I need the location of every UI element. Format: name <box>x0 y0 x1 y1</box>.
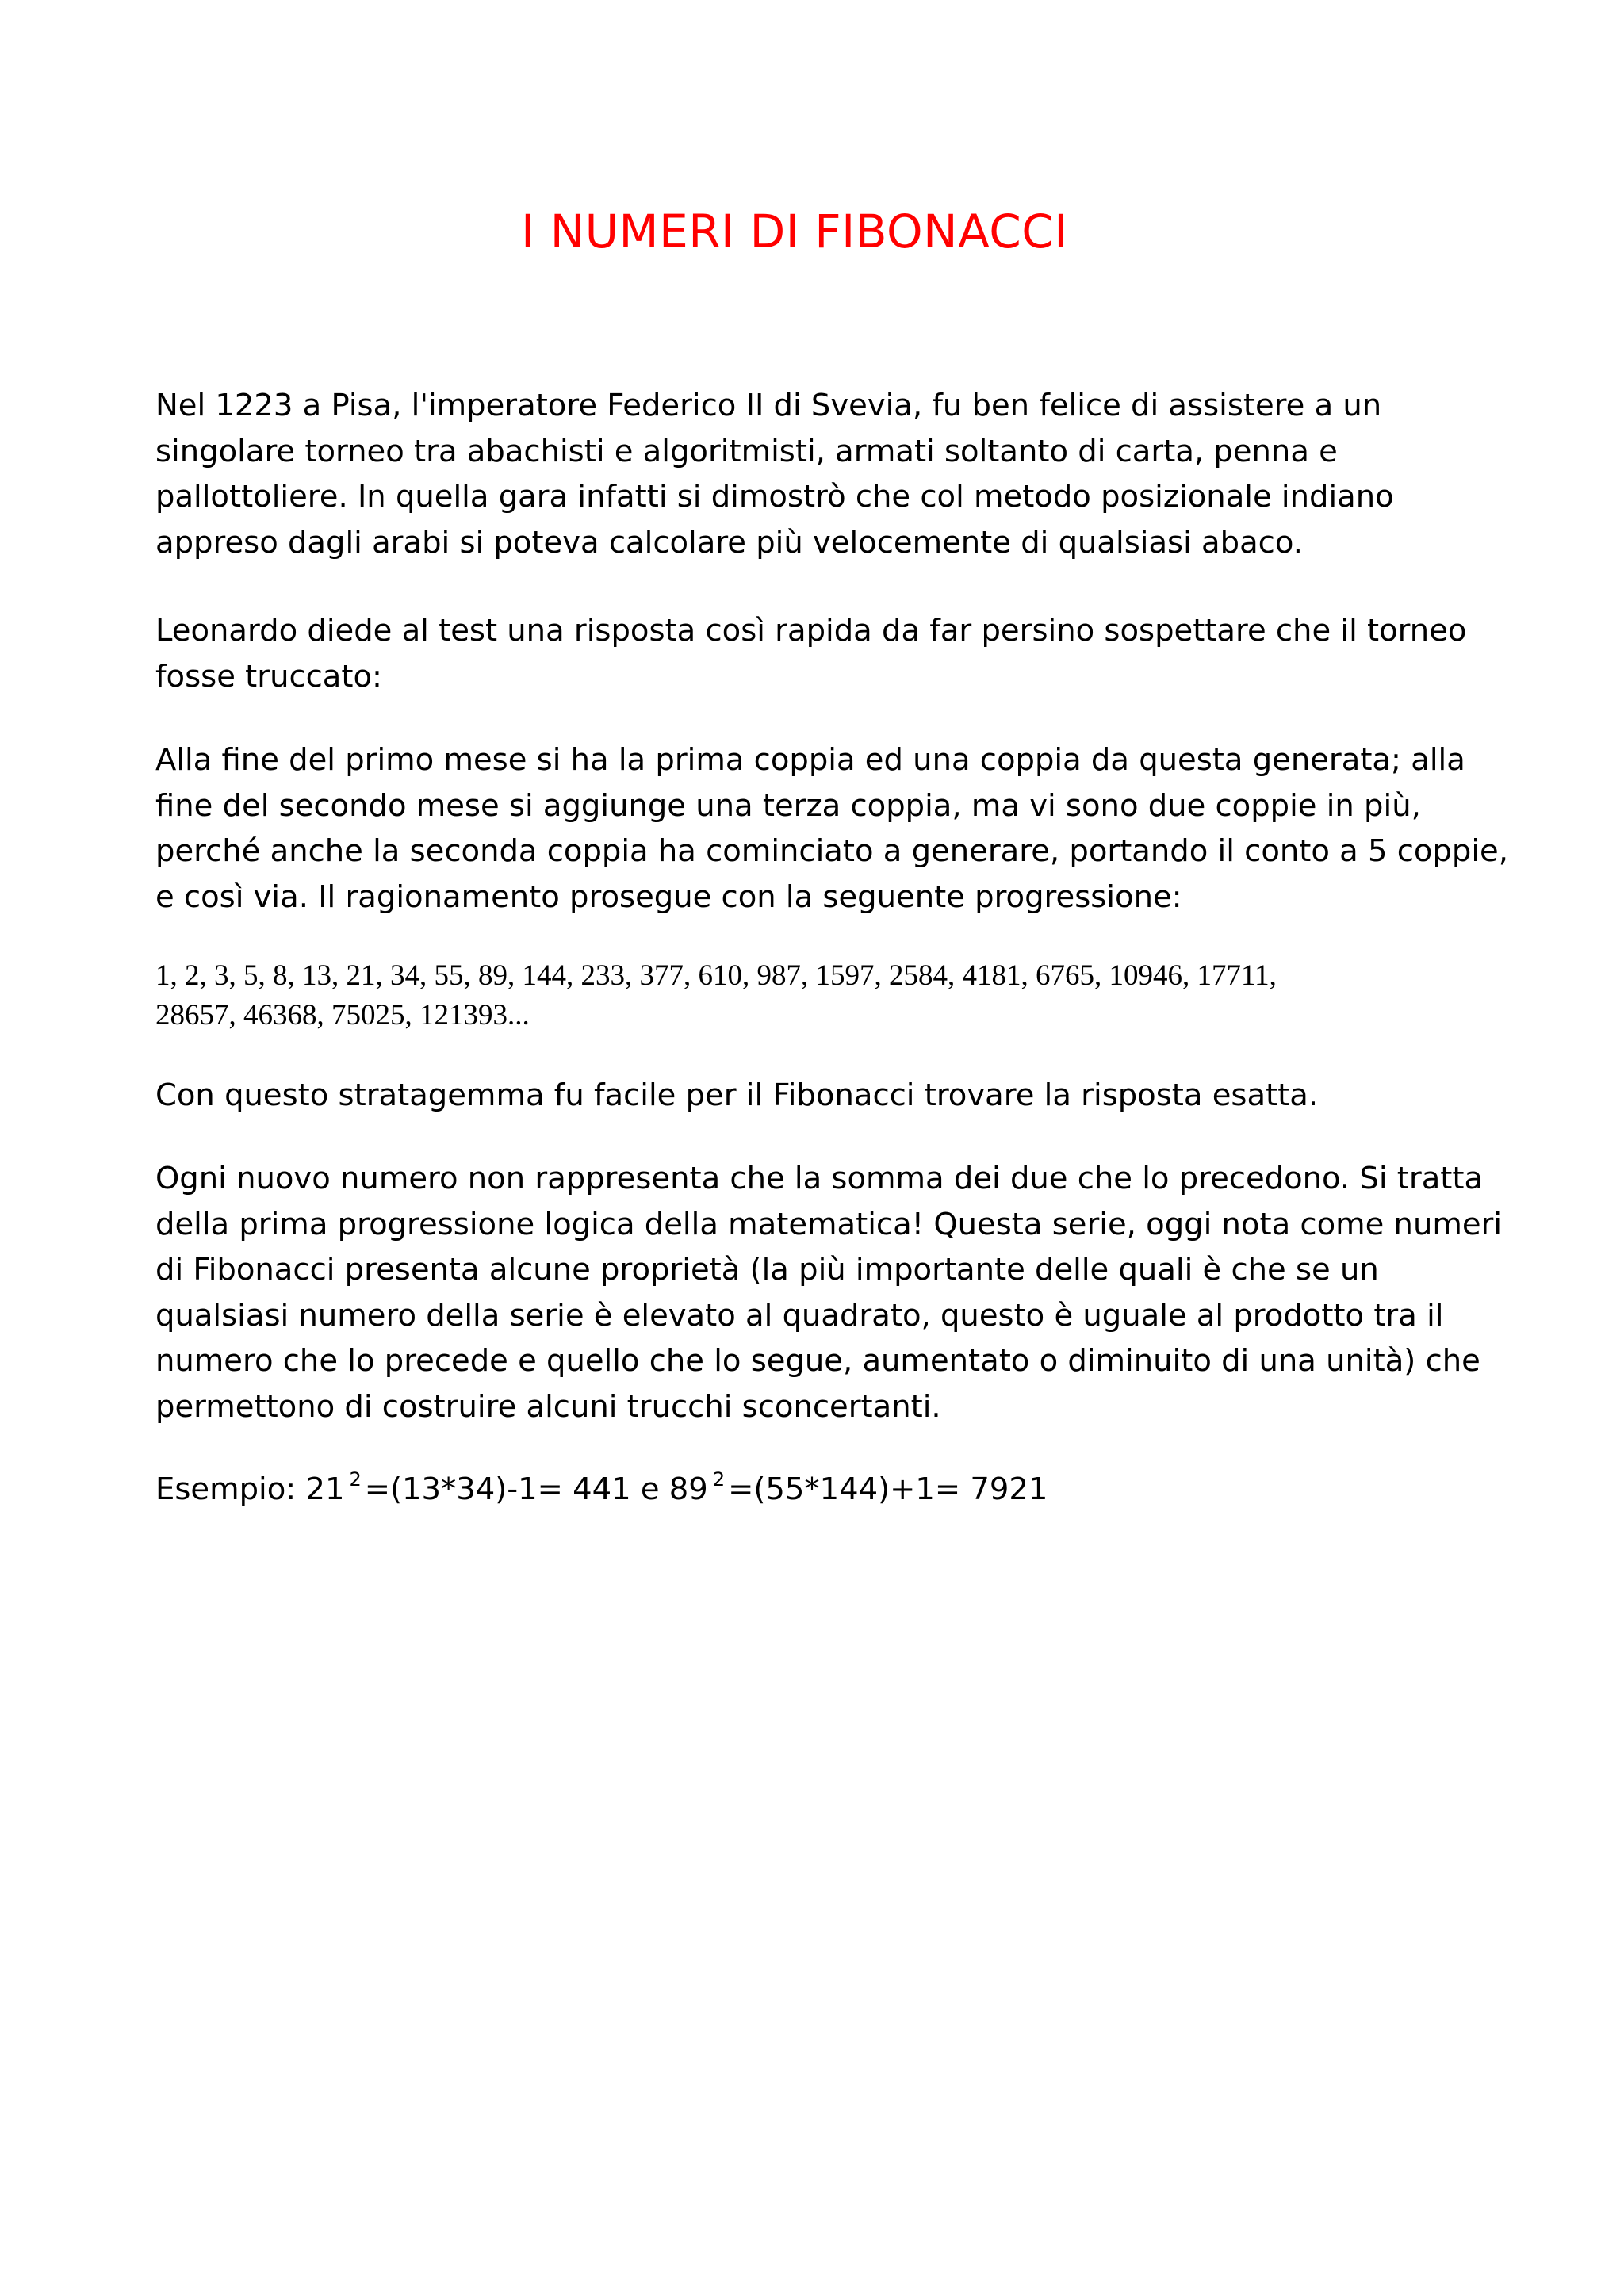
text-line: appreso dagli arabi si poteva calcolare più velocemente di qualsiasi abaco. <box>155 524 1303 561</box>
text-line: e così via. Il ragionamento prosegue con la seguente progressione: <box>155 878 1182 915</box>
paragraph-intro <box>155 383 1503 565</box>
text-line: permettono di costruire alcuni trucchi sconcertanti. <box>155 1388 941 1425</box>
page-title <box>0 200 1624 263</box>
text-line: Ogni nuovo numero non rappresenta che la somma dei due che lo precedono. Si tratta <box>155 1161 1484 1196</box>
text-line: perché anche la seconda coppia ha cominciato a generare, portando il conto a 5 coppie, <box>155 833 1508 869</box>
exponent: 2 <box>349 1468 362 1490</box>
paragraph-leonardo <box>155 608 1503 699</box>
example-text: =(55*144)+1= 7921 <box>728 1471 1048 1507</box>
paragraph-esempio <box>155 1467 1503 1517</box>
text-line: della prima progressione logica della matematica! Questa serie, oggi nota come numeri <box>155 1206 1503 1242</box>
title-text: I NUMERI DI FIBONACCI <box>521 205 1068 258</box>
text-line: singolare torneo tra abachisti e algoritmisti, armati soltanto di carta, penna e <box>155 433 1338 469</box>
paragraph-stratagemma <box>155 1073 1503 1119</box>
text-line: fosse truccato: <box>155 658 383 695</box>
sequence-line: 28657, 46368, 75025, 121393... <box>155 999 530 1031</box>
text-line: di Fibonacci presenta alcune proprietà (la più importante delle quali è che se un <box>155 1252 1379 1288</box>
example-text: Esempio: 21 <box>155 1471 345 1507</box>
sequence-line: 1, 2, 3, 5, 8, 13, 21, 34, 55, 89, 144, 233, 377, 610, 987, 1597, 2584, 4181, 6765, 10946, 17711, <box>155 959 1277 992</box>
text-line: Leonardo diede al test una risposta così rapida da far persino sospettare che il torneo <box>155 613 1467 649</box>
paragraph-proprieta <box>155 1156 1503 1429</box>
text-line: fine del secondo mese si aggiunge una terza coppia, ma vi sono due coppie in più, <box>155 787 1421 824</box>
fibonacci-sequence <box>155 956 1519 1035</box>
text-line: Alla fine del primo mese si ha la prima coppia ed una coppia da questa generata; alla <box>155 742 1465 778</box>
example-text: =(13*34)-1= 441 e 89 <box>364 1471 708 1507</box>
paragraph-coppie <box>155 737 1508 920</box>
text-line: Nel 1223 a Pisa, l'imperatore Federico II di Svevia, fu ben felice di assistere a un <box>155 388 1382 423</box>
text-line: pallottoliere. In quella gara infatti si dimostrò che col metodo posizionale indiano <box>155 479 1394 515</box>
exponent: 2 <box>712 1468 726 1490</box>
text-line: Con questo stratagemma fu facile per il Fibonacci trovare la risposta esatta. <box>155 1077 1319 1113</box>
text-line: numero che lo precede e quello che lo segue, aumentato o diminuito di una unità) che <box>155 1343 1480 1379</box>
text-line: qualsiasi numero della serie è elevato al quadrato, questo è uguale al prodotto tra il <box>155 1297 1444 1334</box>
example-line <box>155 1467 1503 1517</box>
